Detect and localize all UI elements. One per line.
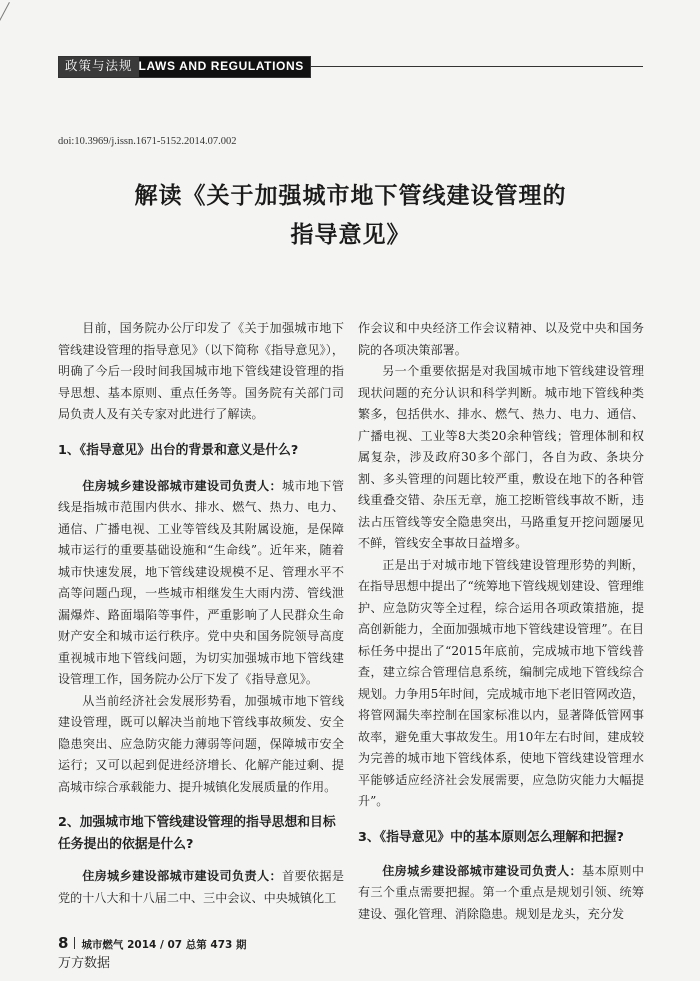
section-header	[58, 56, 643, 76]
source-watermark: 万方数据	[58, 956, 111, 971]
left-column	[58, 318, 344, 909]
section-name-en: LAWS AND REGULATIONS	[139, 57, 310, 77]
right-column	[358, 318, 644, 925]
answer-1-text: 城市地下管线是指城市范围内供水、排水、燃气、热力、电力、通信、广播电视、工业等管线及其附属设施，是保障城市运行的重要基础设施和“生命线”。近年来，随着城市快速发展，地下管线建设规模不足、管理水平不高等问题凸现，一些城市相继发生大雨内涝、管线泄漏爆炸、路面塌陷等事件，严重影响了人民群众生命财产安全和城市运行秩序。党中央和国务院领导高度重视城市地下管线问题，为切实加强城市地下管线建设管理工作，国务院办公厅下发了《指导意见》。	[58, 478, 344, 686]
speaker-label: 住房城乡建设部城市建设司负责人：	[382, 863, 582, 878]
page-edge-mark	[0, 2, 10, 36]
journal-info: 城市燃气 2014 / 07 总第 473 期	[81, 939, 247, 951]
answer-1-paragraph-1	[58, 476, 344, 691]
section-name-cn: 政策与法规	[59, 57, 139, 77]
article-title-line-2: 指导意见》	[290, 222, 411, 248]
speaker-label: 住房城乡建设部城市建设司负责人：	[82, 478, 282, 493]
answer-1-paragraph-2: 从当前经济社会发展形势看，加强城市地下管线建设管理，既可以解决当前地下管线事故频发、安全隐患突出、应急防灾能力薄弱等问题，保障城市安全运行；又可以起到促进经济增长、化解产能过剩、提高城市综合承载能力、提升城镇化发展质量的作用。	[58, 693, 344, 794]
answer-2-continued: 作会议和中央经济工作会议精神、以及党中央和国务院的各项决策部署。	[358, 321, 644, 357]
intro-paragraph: 目前，国务院办公厅印发了《关于加强城市地下管线建设管理的指导意见》（以下简称《指导意见》），明确了今后一段时间我国城市地下管线建设管理的指导思想、基本原则、重点任务等。国务院有关部门司局负责人及有关专家对此进行了解读。	[58, 321, 344, 421]
section-tag	[58, 56, 311, 78]
question-3-heading: 3、《指导意见》中的基本原则怎么理解和把握?	[358, 829, 624, 845]
answer-2-paragraph-1	[58, 866, 344, 909]
footer-separator	[74, 937, 75, 949]
answer-3-paragraph-1	[358, 861, 644, 926]
question-2-heading: 2、加强城市地下管线建设管理的指导思想和目标任务提出的依据是什么?	[58, 815, 336, 852]
doi: doi:10.3969/j.issn.1671-5152.2014.07.002	[58, 136, 237, 147]
answer-2-text: 首要依据是党的十八大和十八届二中、三中会议、中央城镇化工	[58, 869, 344, 905]
answer-3-text: 基本原则中有三个重点需要把握。第一个重点是规划引领、统筹建设、强化管理、消除隐患。规划是龙头，充分发	[358, 863, 644, 921]
article-title-line-1: 解读《关于加强城市地下管线建设管理的	[134, 183, 567, 209]
speaker-label: 住房城乡建设部城市建设司负责人：	[82, 869, 282, 883]
page-number: 8	[58, 934, 69, 952]
answer-2-paragraph-3: 正是出于对城市地下管线建设管理形势的判断，在指导思想中提出了“统筹地下管线规划建设、管理维护、应急防灾等全过程，综合运用各项政策措施，提高创新能力，全面加强城市地下管线建设管理”。在目标任务中提出了“2015年底前，完成城市地下管线普查，建立综合管理信息系统，编制完成地下管线综合规划。力争用5年时间，完成城市地下老旧管网改造，将管网漏失率控制在国家标准以内，显著降低管网事故率，避免重大事故发生。用10年左右时间，建成较为完善的城市地下管线体系，使地下管线建设管理水平能够适应经济社会发展需要，应急防灾能力大幅提升”。	[358, 557, 644, 808]
page-footer	[58, 934, 246, 952]
question-1-heading: 1、《指导意见》出台的背景和意义是什么?	[58, 442, 299, 458]
header-rule	[298, 66, 643, 67]
answer-2-paragraph-2: 另一个重要依据是对我国城市地下管线建设管理现状问题的充分认识和科学判断。城市地下管线种类繁多，包括供水、排水、燃气、热力、电力、通信、广播电视、工业等8大类20余种管线；管理体制和权属复杂，涉及政府30多个部门，各自为政、条块分割、多头管理的问题比较严重，敷设在地下的各种管线重叠交错、杂压无章，施工挖断管线事故不断，违法占压管线等安全隐患突出，马路重复开挖问题屡见不鲜，管线安全事故日益增多。	[358, 364, 644, 550]
